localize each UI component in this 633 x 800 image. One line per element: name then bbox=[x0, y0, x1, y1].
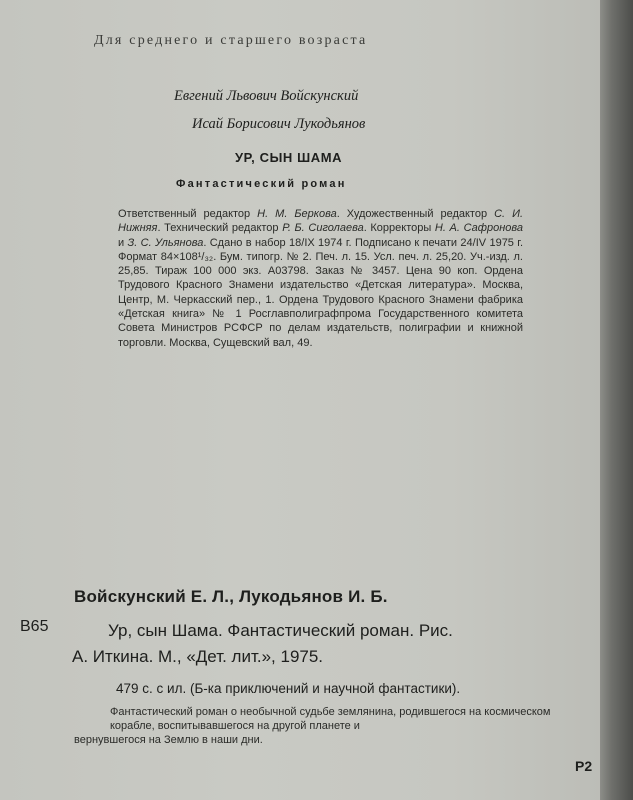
catalog-desc-line: А. Иткина. М., «Дет. лит.», 1975. bbox=[72, 647, 324, 666]
imprint-text: Ответственный редактор bbox=[118, 208, 258, 220]
author-name-2: Исай Борисович Лукодьянов bbox=[192, 116, 366, 132]
annotation-text: Фантастический роман о необычной судьбе землянина, родившегося на космическом корабле, воспитывавшегося на другой планете и bbox=[110, 706, 551, 732]
proofreader-name: З. С. Ульянова bbox=[127, 236, 204, 249]
tech-editor-name: Р. Б. Сиголаева bbox=[282, 222, 364, 235]
book-title: УР, СЫН ШАМА bbox=[235, 150, 343, 165]
imprint-text: . Сдано в набор 18/IX 1974 г. Подписано к печати 24/IV 1975 г. Формат 84×108¹/₃₂. Бум. типогр. № 2. Печ. л. 15. Усл. печ. л. 25,20. Уч.-изд. л. 25,85. Тираж 100 000 экз. А03798. Заказ № 3457. Цена 90 коп. Ордена Трудового Красного Знамени издательство «Детская литература». Москва, Центр, М. Черкасский пер., 1. Ордена Трудового Красного Знамени фабрика «Детская книга» № 1 Росглавполиграфпрома Государственного комитета Совета Министров РСФСР по делам издательств, полиграфии и книжной торговли. Москва, Сущевский вал, 49. bbox=[118, 236, 523, 349]
annotation-text: вернувшегося на Землю в наши дни. bbox=[74, 734, 263, 746]
editor-name: Н. М. Беркова bbox=[257, 208, 337, 220]
author-name-1: Евгений Львович Войскунский bbox=[174, 88, 359, 104]
imprint-text: и bbox=[118, 236, 128, 249]
series-label: Для среднего и старшего возраста bbox=[94, 33, 368, 48]
catalog-description bbox=[72, 618, 594, 670]
proofreader-name: Н. А. Сафронова bbox=[434, 222, 523, 235]
imprint-block bbox=[118, 207, 523, 350]
catalog-desc-line: Ур, сын Шама. Фантастический роман. Рис. bbox=[108, 621, 453, 640]
imprint-text: . Корректоры bbox=[363, 222, 435, 235]
catalog-author-heading: Войскунский Е. Л., Лукодьянов И. Б. bbox=[74, 587, 388, 606]
book-gutter-shadow bbox=[600, 0, 633, 800]
art-editor-name: С. И. Нижняя bbox=[118, 208, 523, 235]
catalog-code: В65 bbox=[20, 618, 49, 635]
imprint-text: . Технический редактор bbox=[157, 222, 283, 235]
book-subtitle: Фантастический роман bbox=[176, 178, 347, 190]
catalog-pages: 479 с. с ил. (Б-ка приключений и научной фантастики). bbox=[116, 681, 461, 696]
imprint-text: . Художественный редактор bbox=[336, 208, 495, 220]
annotation-block bbox=[74, 705, 594, 747]
shelf-mark: Р2 bbox=[575, 758, 593, 774]
